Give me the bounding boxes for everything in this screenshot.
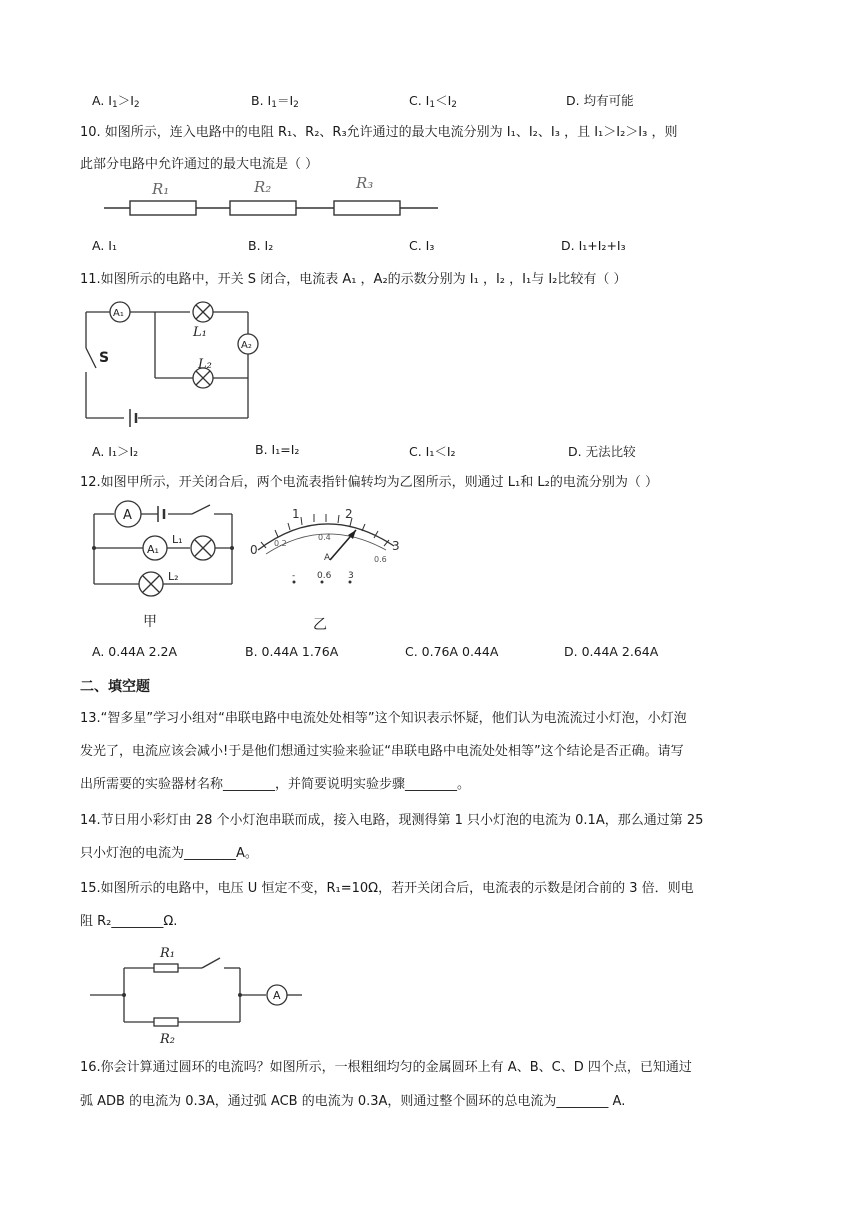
q12-option-c: C. 0.76A 0.44A bbox=[405, 644, 499, 659]
dial-terminal-neg: - bbox=[292, 571, 296, 581]
q11-circuit-diagram bbox=[80, 298, 270, 428]
dial-top-0: 0 bbox=[250, 543, 258, 557]
q13-line3: 出所需要的实验器材名称________，并简要说明实验步骤________。 bbox=[80, 777, 471, 792]
q10-label-r3: R₃ bbox=[356, 176, 374, 192]
dial-bottom-06: 0.6 bbox=[374, 555, 387, 564]
q15-label-r1: R₁ bbox=[160, 946, 175, 961]
q11-lamp-l2: L₂ bbox=[198, 357, 212, 372]
q9-option-c: C. $I_1<I_2$ bbox=[409, 93, 458, 110]
dial-top-2: 2 bbox=[345, 507, 353, 521]
q10-option-d: D. I₁+I₂+I₃ bbox=[561, 238, 626, 253]
q10-label-r2: R₂ bbox=[254, 178, 272, 196]
q12-ammeter-a1: A₁ bbox=[147, 543, 159, 556]
q12-stem: 12.如图甲所示，开关闭合后，两个电流表指针偏转均为乙图所示，则通过 L₁和 L₂的电流分别为（ ） bbox=[80, 475, 658, 490]
q11-option-d: D. 无法比较 bbox=[568, 444, 636, 459]
q12-option-b: B. 0.44A 1.76A bbox=[245, 644, 339, 659]
q11-ammeter-a2: A₂ bbox=[241, 340, 252, 351]
q14-line2: 只小灯泡的电流为________A。 bbox=[80, 846, 258, 861]
dial-top-1: 1 bbox=[292, 507, 300, 521]
q12-caption-jia: 甲 bbox=[143, 614, 157, 630]
q14-line1: 14.节日用小彩灯由 28 个小灯泡串联而成，接入电路，现测得第 1 只小灯泡的电流为 0.1A，那么通过第 25 bbox=[80, 813, 704, 828]
q10-option-c: C. I₃ bbox=[409, 238, 435, 253]
q15-line1: 15.如图所示的电路中，电压 U 恒定不变，R₁=10Ω，若开关闭合后，电流表的示数是闭合前的 3 倍．则电 bbox=[80, 881, 694, 896]
q11-option-a: A. I₁＞I₂ bbox=[92, 444, 139, 459]
q12-lamp-l2: L₂ bbox=[168, 570, 179, 583]
q12-circuit-jia bbox=[88, 500, 238, 600]
dial-unit: A bbox=[324, 553, 331, 563]
q11-option-b: B. I₁=I₂ bbox=[255, 442, 300, 457]
dial-top-3: 3 bbox=[392, 539, 400, 553]
q12-caption-yi: 乙 bbox=[313, 617, 327, 633]
q11-option-c: C. I₁＜I₂ bbox=[409, 444, 456, 459]
q11-lamp-l1: L₁ bbox=[193, 325, 207, 340]
q10-stem-line2: 此部分电路中允许通过的最大电流是（ ） bbox=[80, 157, 319, 172]
q12-lamp-l1: L₁ bbox=[172, 533, 183, 546]
q16-line1: 16.你会计算通过圆环的电流吗？如图所示，一根粗细均匀的金属圆环上有 A、B、C、D 四个点，已知通过 bbox=[80, 1060, 692, 1075]
q15-ammeter-a: A bbox=[273, 989, 281, 1002]
q13-line2: 发光了，电流应该会减小!于是他们想通过实验来验证“串联电路中电流处处相等”这个结论是否正确。请写 bbox=[80, 744, 684, 759]
q10-resistor-diagram bbox=[104, 176, 440, 220]
q12-ammeter-dial-yi bbox=[244, 504, 404, 586]
q9-option-d: D. 均有可能 bbox=[566, 93, 634, 108]
dial-terminal-06: 0.6 bbox=[317, 571, 332, 581]
dial-bottom-04: 0.4 bbox=[318, 533, 331, 542]
q15-label-r2: R₂ bbox=[160, 1032, 175, 1047]
q12-option-d: D. 0.44A 2.64A bbox=[564, 644, 659, 659]
dial-terminal-3: 3 bbox=[348, 571, 354, 581]
q11-switch-label: S bbox=[99, 350, 110, 366]
q15-line2: 阻 R₂________Ω. bbox=[80, 914, 178, 929]
q11-ammeter-a1: A₁ bbox=[113, 308, 124, 319]
q11-stem: 11.如图所示的电路中，开关 S 闭合，电流表 A₁ ，A₂的示数分别为 I₁ ，I₂ ，I₁与 I₂比较有（ ） bbox=[80, 272, 627, 287]
q10-option-a: A. I₁ bbox=[92, 238, 117, 253]
q13-line1: 13.“智多星”学习小组对“串联电路中电流处处相等”这个知识表示怀疑，他们认为电流流过小灯泡，小灯泡 bbox=[80, 711, 687, 726]
section-heading-fill-blank: 二、填空题 bbox=[80, 679, 150, 695]
q16-line2: 弧 ADB 的电流为 0.3A，通过弧 ACB 的电流为 0.3A，则通过整个圆环的总电流为________ A. bbox=[80, 1094, 626, 1109]
q10-stem-line1: 10. 如图所示，连入电路中的电阻 R₁、R₂、R₃允许通过的最大电流分别为 I₁、I₂、I₃ ，且 I₁＞I₂＞I₃ ，则 bbox=[80, 125, 678, 140]
q9-option-a: A. $I_1>I_2$ bbox=[92, 93, 140, 110]
q10-label-r1: R₁ bbox=[152, 180, 170, 198]
q12-option-a: A. 0.44A 2.2A bbox=[92, 644, 178, 659]
q15-circuit-diagram bbox=[90, 940, 310, 1050]
q12-ammeter-a: A bbox=[123, 508, 132, 523]
q10-option-b: B. I₂ bbox=[248, 238, 274, 253]
dial-bottom-02: 0.2 bbox=[274, 539, 287, 548]
q9-option-b: B. $I_1=I_2$ bbox=[251, 93, 299, 110]
